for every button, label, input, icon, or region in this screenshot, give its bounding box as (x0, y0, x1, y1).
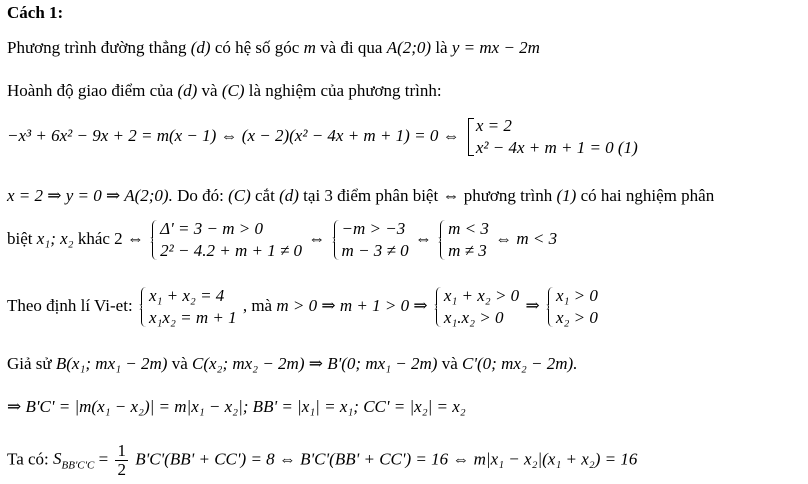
system-row: x₂ > 0 (555, 308, 598, 327)
text: khác 2 ⇔ (77, 228, 144, 248)
math: m (303, 38, 316, 57)
system-brace (546, 285, 598, 329)
text: là nghiệm của phương trình: (248, 81, 442, 100)
math: (C) (228, 186, 251, 205)
text: Phương trình đường thẳng (7, 38, 187, 57)
system-brace (139, 285, 237, 329)
system-row: m < 3 (448, 219, 489, 238)
system-brace (150, 218, 302, 262)
text: cắt (255, 186, 275, 205)
math: B(x₁; mx₁ − 2m) (55, 354, 168, 373)
math: B'C'(BB' + CC') = 8 ⇔ B'C'(BB' + CC') = 16 ⇔ m|x₁ − x₂|(x₁ + x₂) = 16 (135, 449, 638, 469)
math: (C) (221, 81, 245, 100)
case-row: x = 2 (475, 116, 512, 135)
line-line-equation (7, 37, 540, 59)
cases-bracket (466, 115, 638, 159)
math: x = 2 ⇒ y = 0 ⇒ A(2;0). (7, 186, 173, 205)
system-row: −m > −3 (341, 219, 406, 238)
line-lengths: ⇒ B'C' = |m(x₁ − x₂)| = m|x₁ − x₂|; BB' = |x₁| = x₁; CC' = |x₂| = x₂ (7, 397, 466, 416)
system-brace (332, 218, 409, 262)
system-row: x₁x₂ = m + 1 (148, 308, 237, 327)
math: C'(0; mx₂ − 2m). (462, 354, 578, 373)
math: ⇔ m < 3 (495, 228, 558, 248)
text: và (201, 81, 218, 100)
area-symbol: $S_{BB'C'C}$ (53, 449, 95, 472)
text: Hoành độ giao điểm của (7, 81, 174, 100)
system-brace (434, 285, 519, 329)
text: Giả sử (7, 354, 52, 373)
equals: = (98, 449, 109, 469)
fraction-denominator: 2 (117, 460, 126, 479)
text: Do đó: (177, 186, 224, 205)
line-distinct-roots (7, 218, 557, 262)
text: tại 3 điểm phân biệt ⇔ phương trình (303, 186, 553, 205)
text: và đi qua (320, 38, 383, 57)
math: −x³ + 6x² − 9x + 2 = m(x − 1) ⇔ (x − 2)(x² − 4x + m + 1) = 0 ⇔ (7, 125, 460, 145)
system-row: x₁ + x₂ > 0 (443, 286, 520, 305)
system-row: m ≠ 3 (448, 241, 487, 260)
system-row: m − 3 ≠ 0 (341, 241, 409, 260)
math: (1) (556, 186, 577, 205)
line-assume-points (7, 353, 577, 375)
math: A(2;0) (386, 38, 432, 57)
fraction (115, 442, 128, 479)
text: biệt (7, 228, 33, 248)
system-brace (438, 218, 489, 262)
text: có hệ số góc (214, 38, 300, 57)
case-row: x² − 4x + m + 1 = 0 (1) (475, 138, 638, 157)
system-row: x₁ > 0 (555, 286, 598, 305)
math: y = mx − 2m (451, 38, 540, 57)
text: , mà (242, 295, 273, 315)
system-row: x₁.x₂ > 0 (443, 308, 504, 327)
system-row: 2² − 4.2 + m + 1 ≠ 0 (160, 241, 303, 260)
math: (d) (279, 186, 299, 205)
text: và (441, 354, 458, 373)
arrow: ⇔ (308, 228, 326, 248)
text: là (435, 38, 448, 57)
section-heading: Cách 1: (7, 3, 64, 22)
text: Theo định lí Vi-et: (7, 295, 133, 315)
math: m > 0 ⇒ m + 1 > 0 ⇒ (276, 295, 428, 315)
system-row: Δ' = 3 − m > 0 (160, 219, 263, 238)
text: Ta có: (7, 449, 49, 469)
line-conclusion (7, 185, 714, 207)
line-equation-cases (7, 115, 640, 159)
line-vieta (7, 285, 600, 329)
fraction-numerator: 1 (117, 441, 126, 460)
line-area (7, 442, 637, 479)
math: (d) (190, 38, 211, 57)
line-intersection (7, 80, 442, 102)
math: (d) (177, 81, 198, 100)
arrow: ⇒ (525, 295, 540, 315)
text: có hai nghiệm phân (580, 186, 715, 205)
math: C(x₂; mx₂ − 2m) ⇒ B'(0; mx₁ − 2m) (191, 354, 438, 373)
system-row: x₁ + x₂ = 4 (148, 286, 225, 305)
math: x₁; x₂ (36, 228, 74, 248)
area-subscript: BB'C'C (61, 459, 95, 472)
arrow: ⇔ (414, 228, 432, 248)
text: và (171, 354, 188, 373)
